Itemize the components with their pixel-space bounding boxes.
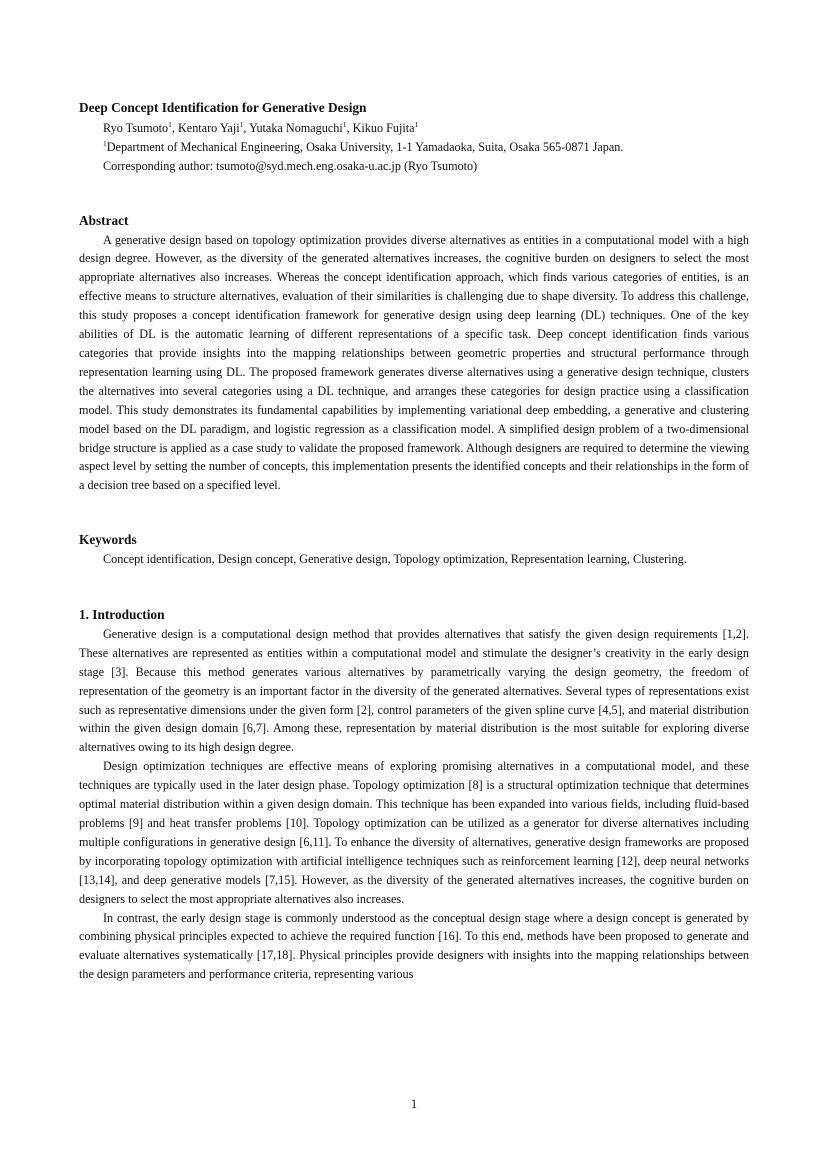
author-name: Kentaro Yaji bbox=[177, 120, 240, 135]
paper-title: Deep Concept Identification for Generative Design bbox=[79, 100, 367, 115]
page-number: 1 bbox=[410, 1097, 418, 1111]
introduction-heading: 1. Introduction bbox=[79, 607, 165, 623]
affiliation-mark: 1 bbox=[239, 119, 244, 129]
keywords-text: Concept identification, Design concept, Generative design, Topology optimization, Representation learning, Clustering. bbox=[103, 552, 687, 567]
affiliation-mark: 1 bbox=[414, 119, 419, 129]
affiliation-text: Department of Mechanical Engineering, Osaka University, 1-1 Yamadaoka, Suita, Osaka 565-0871 Japan. bbox=[106, 139, 624, 154]
author-name: Yutaka Nomaguchi bbox=[249, 120, 343, 135]
corresponding-author: Corresponding author: tsumoto@syd.mech.eng.osaka-u.ac.jp (Ryo Tsumoto) bbox=[103, 158, 478, 173]
paper-page bbox=[79, 99, 749, 984]
intro-paragraph: In contrast, the early design stage is commonly understood as the conceptual design stage where a design concept is generated by combining physical principles expected to achieve the required function [16]. To this end, methods have been proposed to generate and evaluate alternatives systematically [17,18]. Physical principles provide designers with insights into the mapping relationships between the design parameters and performance criteria, representing various bbox=[79, 910, 749, 982]
abstract-heading: Abstract bbox=[79, 212, 129, 228]
affiliation-mark: 1 bbox=[168, 119, 172, 129]
keywords-heading: Keywords bbox=[79, 532, 137, 548]
affiliation bbox=[79, 138, 749, 157]
abstract-text: A generative design based on topology optimization provides diverse alternatives as entities in a computational model with a high design degree. However, as the diversity of the generated alternatives increases, the cognitive burden on designers to select the most appropriate alternatives also increases. Whereas the concept identification approach, which finds various categories of entities, is an effective means to structure alternatives, evaluation of their similarities is challenging due to shape diversity. To address this challenge, this study proposes a concept identification framework for generative design using deep learning (DL) techniques. One of the key abilities of DL is the automatic learning of different representations of a specific task. Deep concept identification finds various categories that provide insights into the mapping relationships between geometric properties and structural performance through representation learning using DL. The proposed framework generates diverse alternatives using a generative design technique, clusters the alternatives into several categories using a DL technique, and arranges these categories for design practice using a classification model. This study demonstrates its fundamental capabilities by implementing variational deep embedding, a generative and clustering model based on the DL paradigm, and logistic regression as a classification model. A simplified design problem of a two-dimensional bridge structure is applied as a case study to validate the proposed framework. Although designers are required to determine the viewing aspect level by setting the number of concepts, this implementation presents the identified concepts and their relationships in the form of a decision tree based on a specified level. bbox=[79, 232, 749, 493]
author-name: Ryo Tsumoto bbox=[103, 120, 169, 135]
intro-paragraph: Design optimization techniques are effective means of exploring promising alternatives in a computational model, and these techniques are typically used in the later design phase. Topology optimization [8] is a structural optimization technique that determines optimal material distribution within a given design domain. This technique has been expanded into various fields, including fluid-based problems [9] and heat transfer problems [10]. Topology optimization can be utilized as a generator for diverse alternatives including multiple configurations in generative design [6,11]. To enhance the diversity of alternatives, generative design frameworks are proposed by incorporating topology optimization with artificial intelligence techniques such as reinforcement learning [12], deep neural networks [13,14], and deep generative models [7,15]. However, as the diversity of the generated alternatives increases, the cognitive burden on designers to select the most appropriate alternatives also increases. bbox=[79, 759, 749, 906]
affiliation-mark: 1 bbox=[103, 138, 107, 148]
affiliation-mark: 1 bbox=[342, 119, 347, 129]
author-name: Kikuo Fujita bbox=[352, 120, 415, 135]
intro-paragraph: Generative design is a computational design method that provides alternatives that satisfy the given design requirements [1,2]. These alternatives are represented as entities within a computational model and stimulate the designer’s creativity in the early design stage [3]. Because this method generates various alternatives by parametrically varying the design geometry, the freedom of representation of the geometry is an important factor in the diversity of the generated alternatives. Several types of representations exist such as representative dimensions under the given form [2], control parameters of the given spline curve [4,5], and material distribution within the given design domain [6,7]. Among these, representation by material distribution is the most suitable for exploring diverse alternatives owing to its high design degree. bbox=[79, 626, 749, 755]
author-list: Ryo Tsumoto$^1$, Kentaro Yaji$^1$, Yutaka Nomaguchi$^1$, Kikuo Fujita$^1$ bbox=[103, 119, 419, 135]
